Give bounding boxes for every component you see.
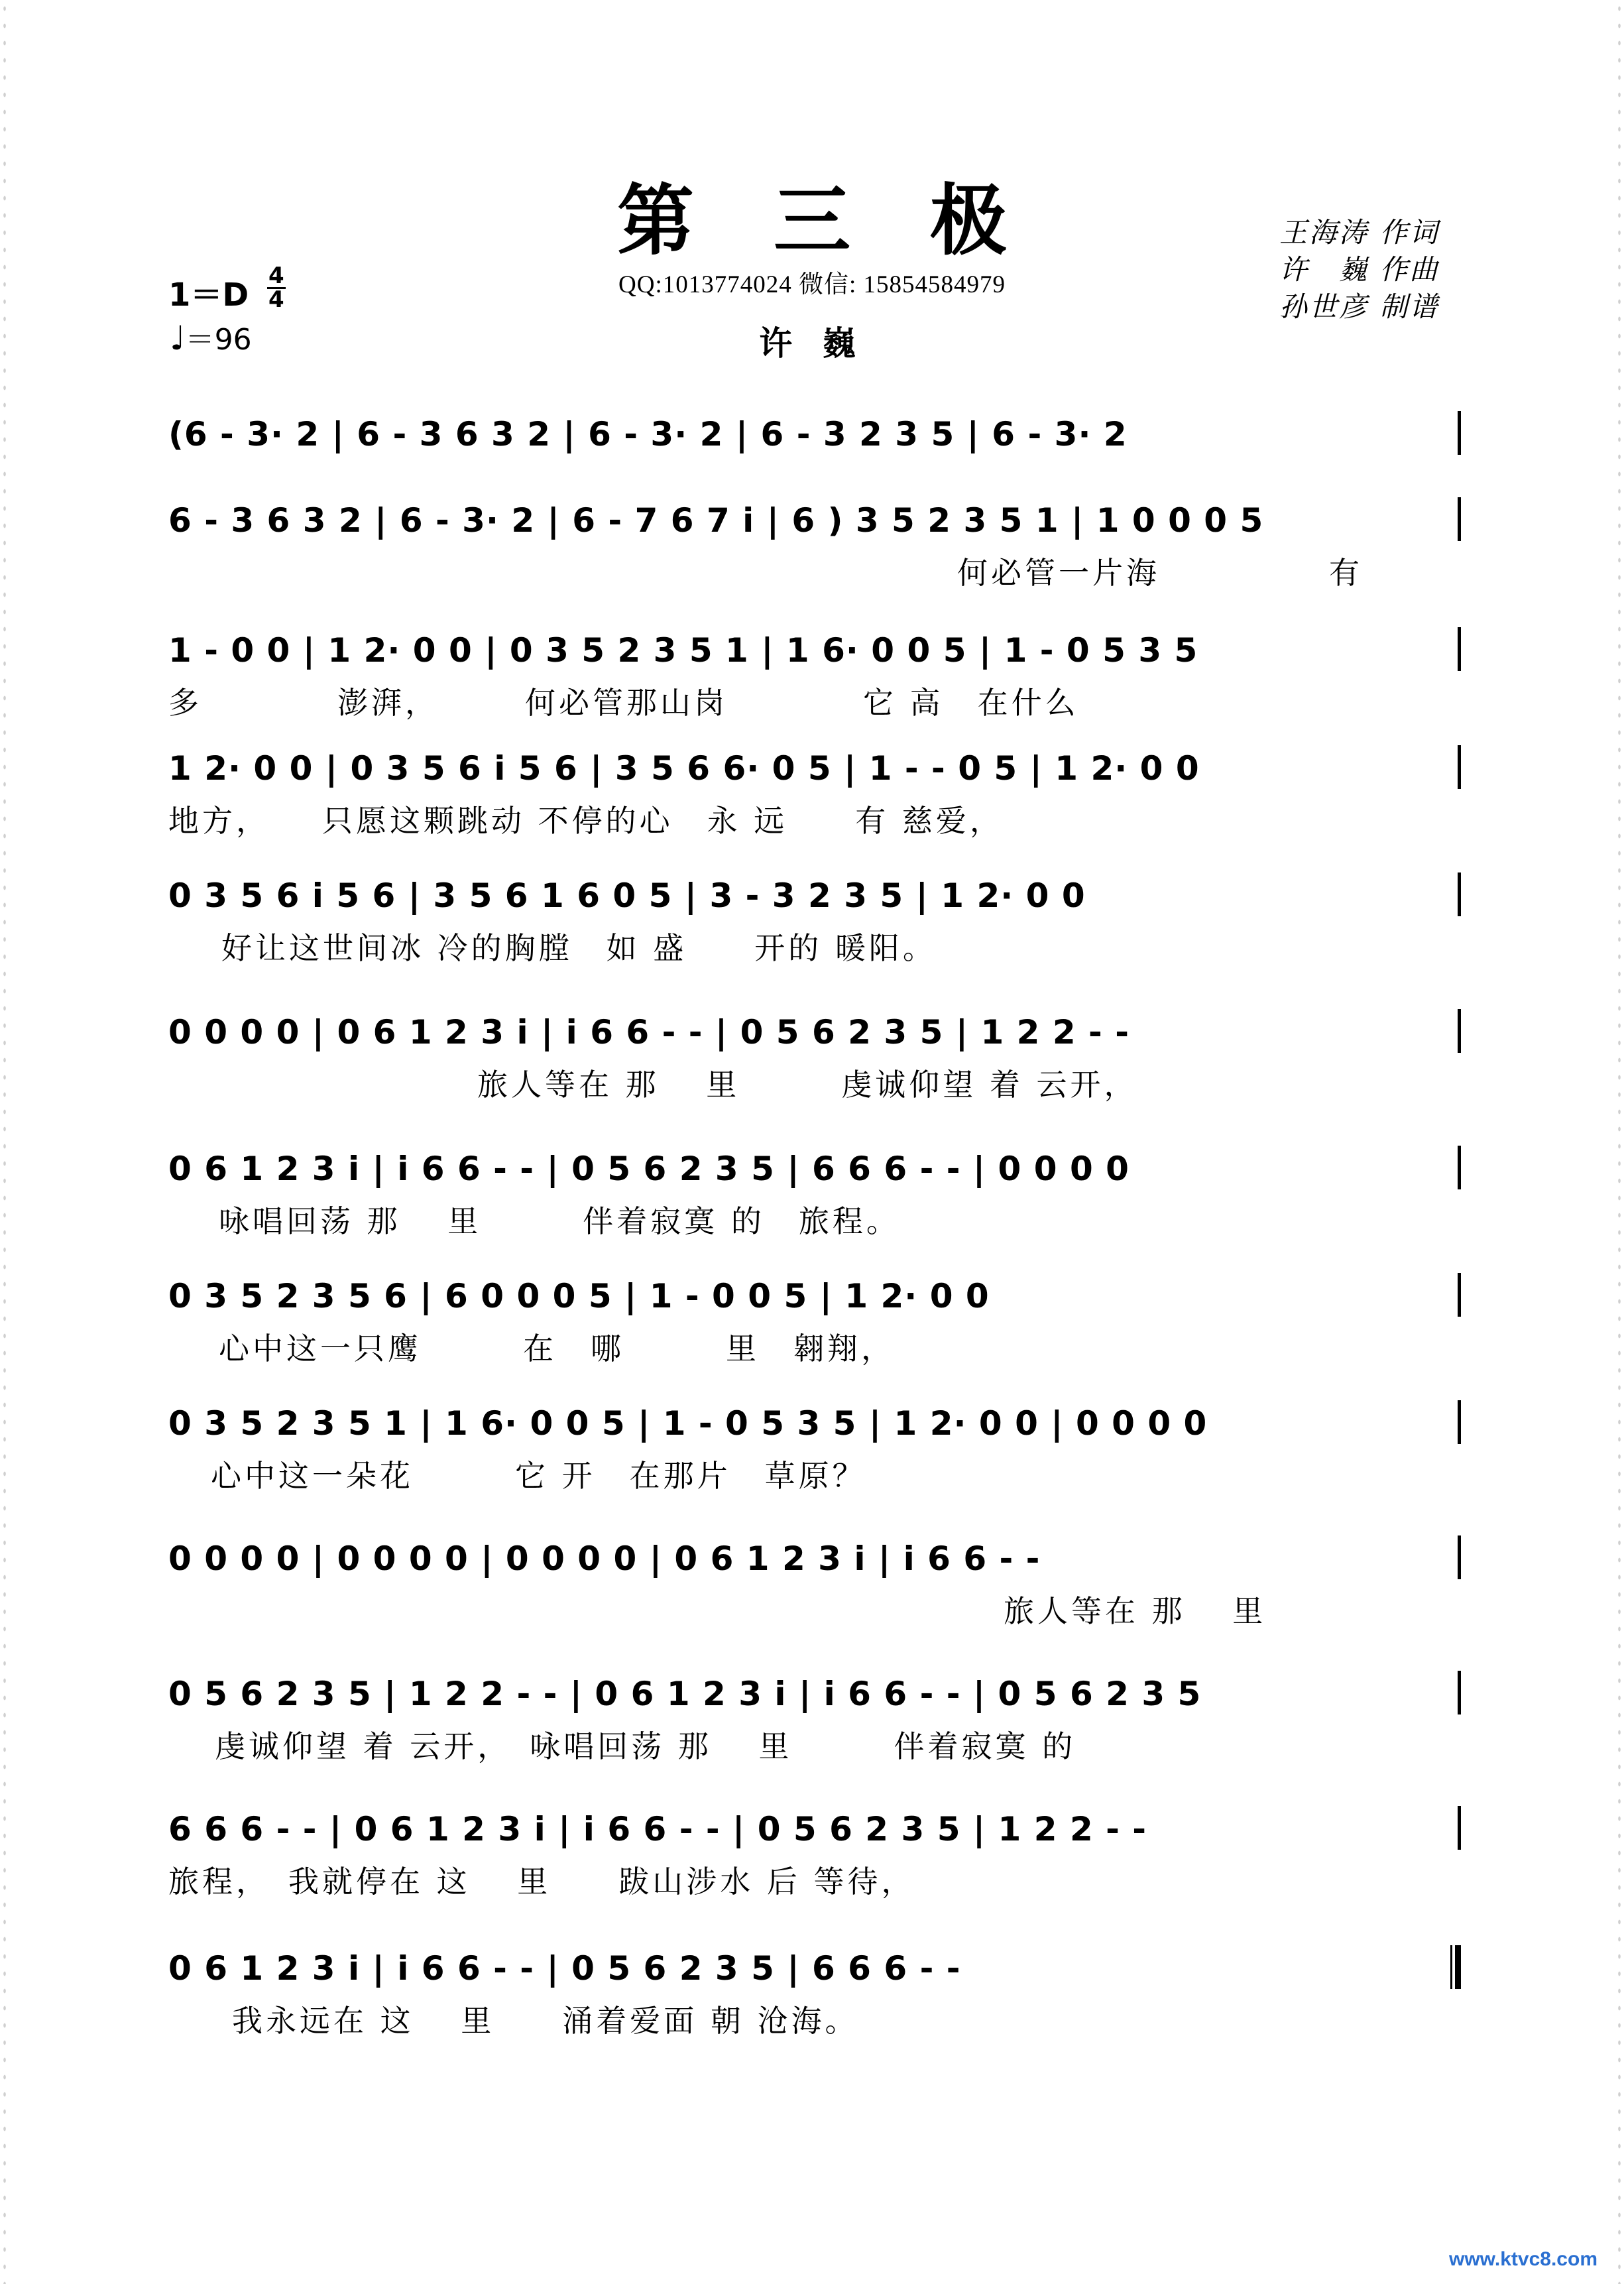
lyric-line: 心中这一朵花 它 开 在那片 草原？ xyxy=(211,1458,866,1494)
quarter-note-icon: ♩ xyxy=(170,319,186,357)
notation-line: 0 3 5 2 3 5 1 | 1 6· 0 0 5 | 1 - 0 5 3 5 | 1 2· 0 0 | 0 0 0 0 xyxy=(168,1404,1208,1443)
composer-credit: 许 巍 作曲 xyxy=(1279,253,1440,286)
barline xyxy=(1458,1535,1461,1579)
notation-line: 0 6 1 2 3 i | i 6 6 - - | 0 5 6 2 3 5 | 6 6 6 - - | 0 0 0 0 xyxy=(168,1150,1130,1188)
time-signature-bottom: 4 xyxy=(268,286,284,313)
barline xyxy=(1458,1273,1461,1317)
lyric-line: 咏唱回荡 那 里 伴着寂寞 的 旅程。 xyxy=(219,1203,900,1239)
author-name: 许 巍 xyxy=(759,324,865,363)
notation-line: 0 0 0 0 | 0 6 1 2 3 i | i 6 6 - - | 0 5 6 2 3 5 | 1 2 2 - - xyxy=(168,1013,1130,1052)
notation-line: 1 - 0 0 | 1 2· 0 0 | 0 3 5 2 3 5 1 | 1 6· 0 0 5 | 1 - 0 5 3 5 xyxy=(168,631,1198,670)
song-title: 第三极 xyxy=(617,176,1086,266)
notation-line: 6 - 3 6 3 2 | 6 - 3· 2 | 6 - 7 6 7 i | 6 ) 3 5 2 3 5 1 | 1 0 0 0 5 xyxy=(168,501,1264,540)
barline xyxy=(1458,872,1461,916)
lyricist-credit: 王海涛 作词 xyxy=(1279,216,1440,249)
barline xyxy=(1458,411,1461,455)
transcriber-credit: 孙世彦 制谱 xyxy=(1279,290,1440,323)
tempo-marking xyxy=(170,316,252,358)
notation-line: 0 6 1 2 3 i | i 6 6 - - | 0 5 6 2 3 5 | 6 6 6 - - xyxy=(168,1949,961,1988)
lyric-line: 我永远在 这 里 涌着爱面 朝 沧海。 xyxy=(232,2003,859,2039)
lyric-line: 何必管一片海 有 xyxy=(957,555,1363,591)
site-watermark: www.ktvc8.com xyxy=(1449,2248,1597,2270)
lyric-line: 好让这世间冰 冷的胸膛 如 盛 开的 暖阳。 xyxy=(221,930,937,966)
notation-line: 0 5 6 2 3 5 | 1 2 2 - - | 0 6 1 2 3 i | i 6 6 - - | 0 5 6 2 3 5 xyxy=(168,1675,1202,1713)
contact-info: QQ:1013774024 微信: 15854584979 xyxy=(618,271,1006,298)
barline xyxy=(1458,1146,1461,1189)
final-barline xyxy=(1450,1945,1461,1989)
notation-line: 0 3 5 2 3 5 6 | 6 0 0 0 5 | 1 - 0 0 5 | 1 2· 0 0 xyxy=(168,1277,990,1315)
lyric-line: 多 澎湃， 何必管那山岗 它 高 在什么 xyxy=(168,685,1079,721)
notation-line: 6 6 6 - - | 0 6 1 2 3 i | i 6 6 - - | 0 5 6 2 3 5 | 1 2 2 - - xyxy=(168,1810,1147,1848)
notation-line: 0 0 0 0 | 0 0 0 0 | 0 0 0 0 | 0 6 1 2 3 i | i 6 6 - - xyxy=(168,1539,1041,1578)
lyric-line: 心中这一只鹰 在 哪 里 翱翔， xyxy=(219,1331,895,1366)
tempo-value: ＝96 xyxy=(185,323,252,357)
barline xyxy=(1458,627,1461,671)
notation-line: (6 - 3· 2 | 6 - 3 6 3 2 | 6 - 3· 2 | 6 - 3 2 3 5 | 6 - 3· 2 xyxy=(168,415,1128,453)
notation-line: 0 3 5 6 i 5 6 | 3 5 6 1 6 0 5 | 3 - 3 2 3 5 | 1 2· 0 0 xyxy=(168,876,1086,915)
lyric-line: 虔诚仰望 着 云开， 咏唱回荡 那 里 伴着寂寞 的 xyxy=(215,1728,1076,1764)
barline xyxy=(1458,745,1461,789)
barline xyxy=(1458,1400,1461,1444)
lyric-line: 地方， 只愿这颗跳动 不停的心 永 远 有 慈爱， xyxy=(168,803,1004,839)
key-signature: 1＝D xyxy=(168,276,249,314)
barline xyxy=(1458,1671,1461,1714)
notation-line: 1 2· 0 0 | 0 3 5 6 i 5 6 | 3 5 6 6· 0 5 | 1 - - 0 5 | 1 2· 0 0 xyxy=(168,749,1200,788)
lyric-line: 旅人等在 那 里 虔诚仰望 着 云开， xyxy=(477,1067,1138,1103)
time-signature xyxy=(268,265,284,311)
lyric-line: 旅程， 我就停在 这 里 跋山涉水 后 等待， xyxy=(168,1864,915,1899)
time-signature-top: 4 xyxy=(268,263,284,289)
lyric-line: 旅人等在 那 里 xyxy=(1004,1593,1267,1629)
barline xyxy=(1458,1806,1461,1850)
barline xyxy=(1458,1009,1461,1053)
barline xyxy=(1458,497,1461,541)
